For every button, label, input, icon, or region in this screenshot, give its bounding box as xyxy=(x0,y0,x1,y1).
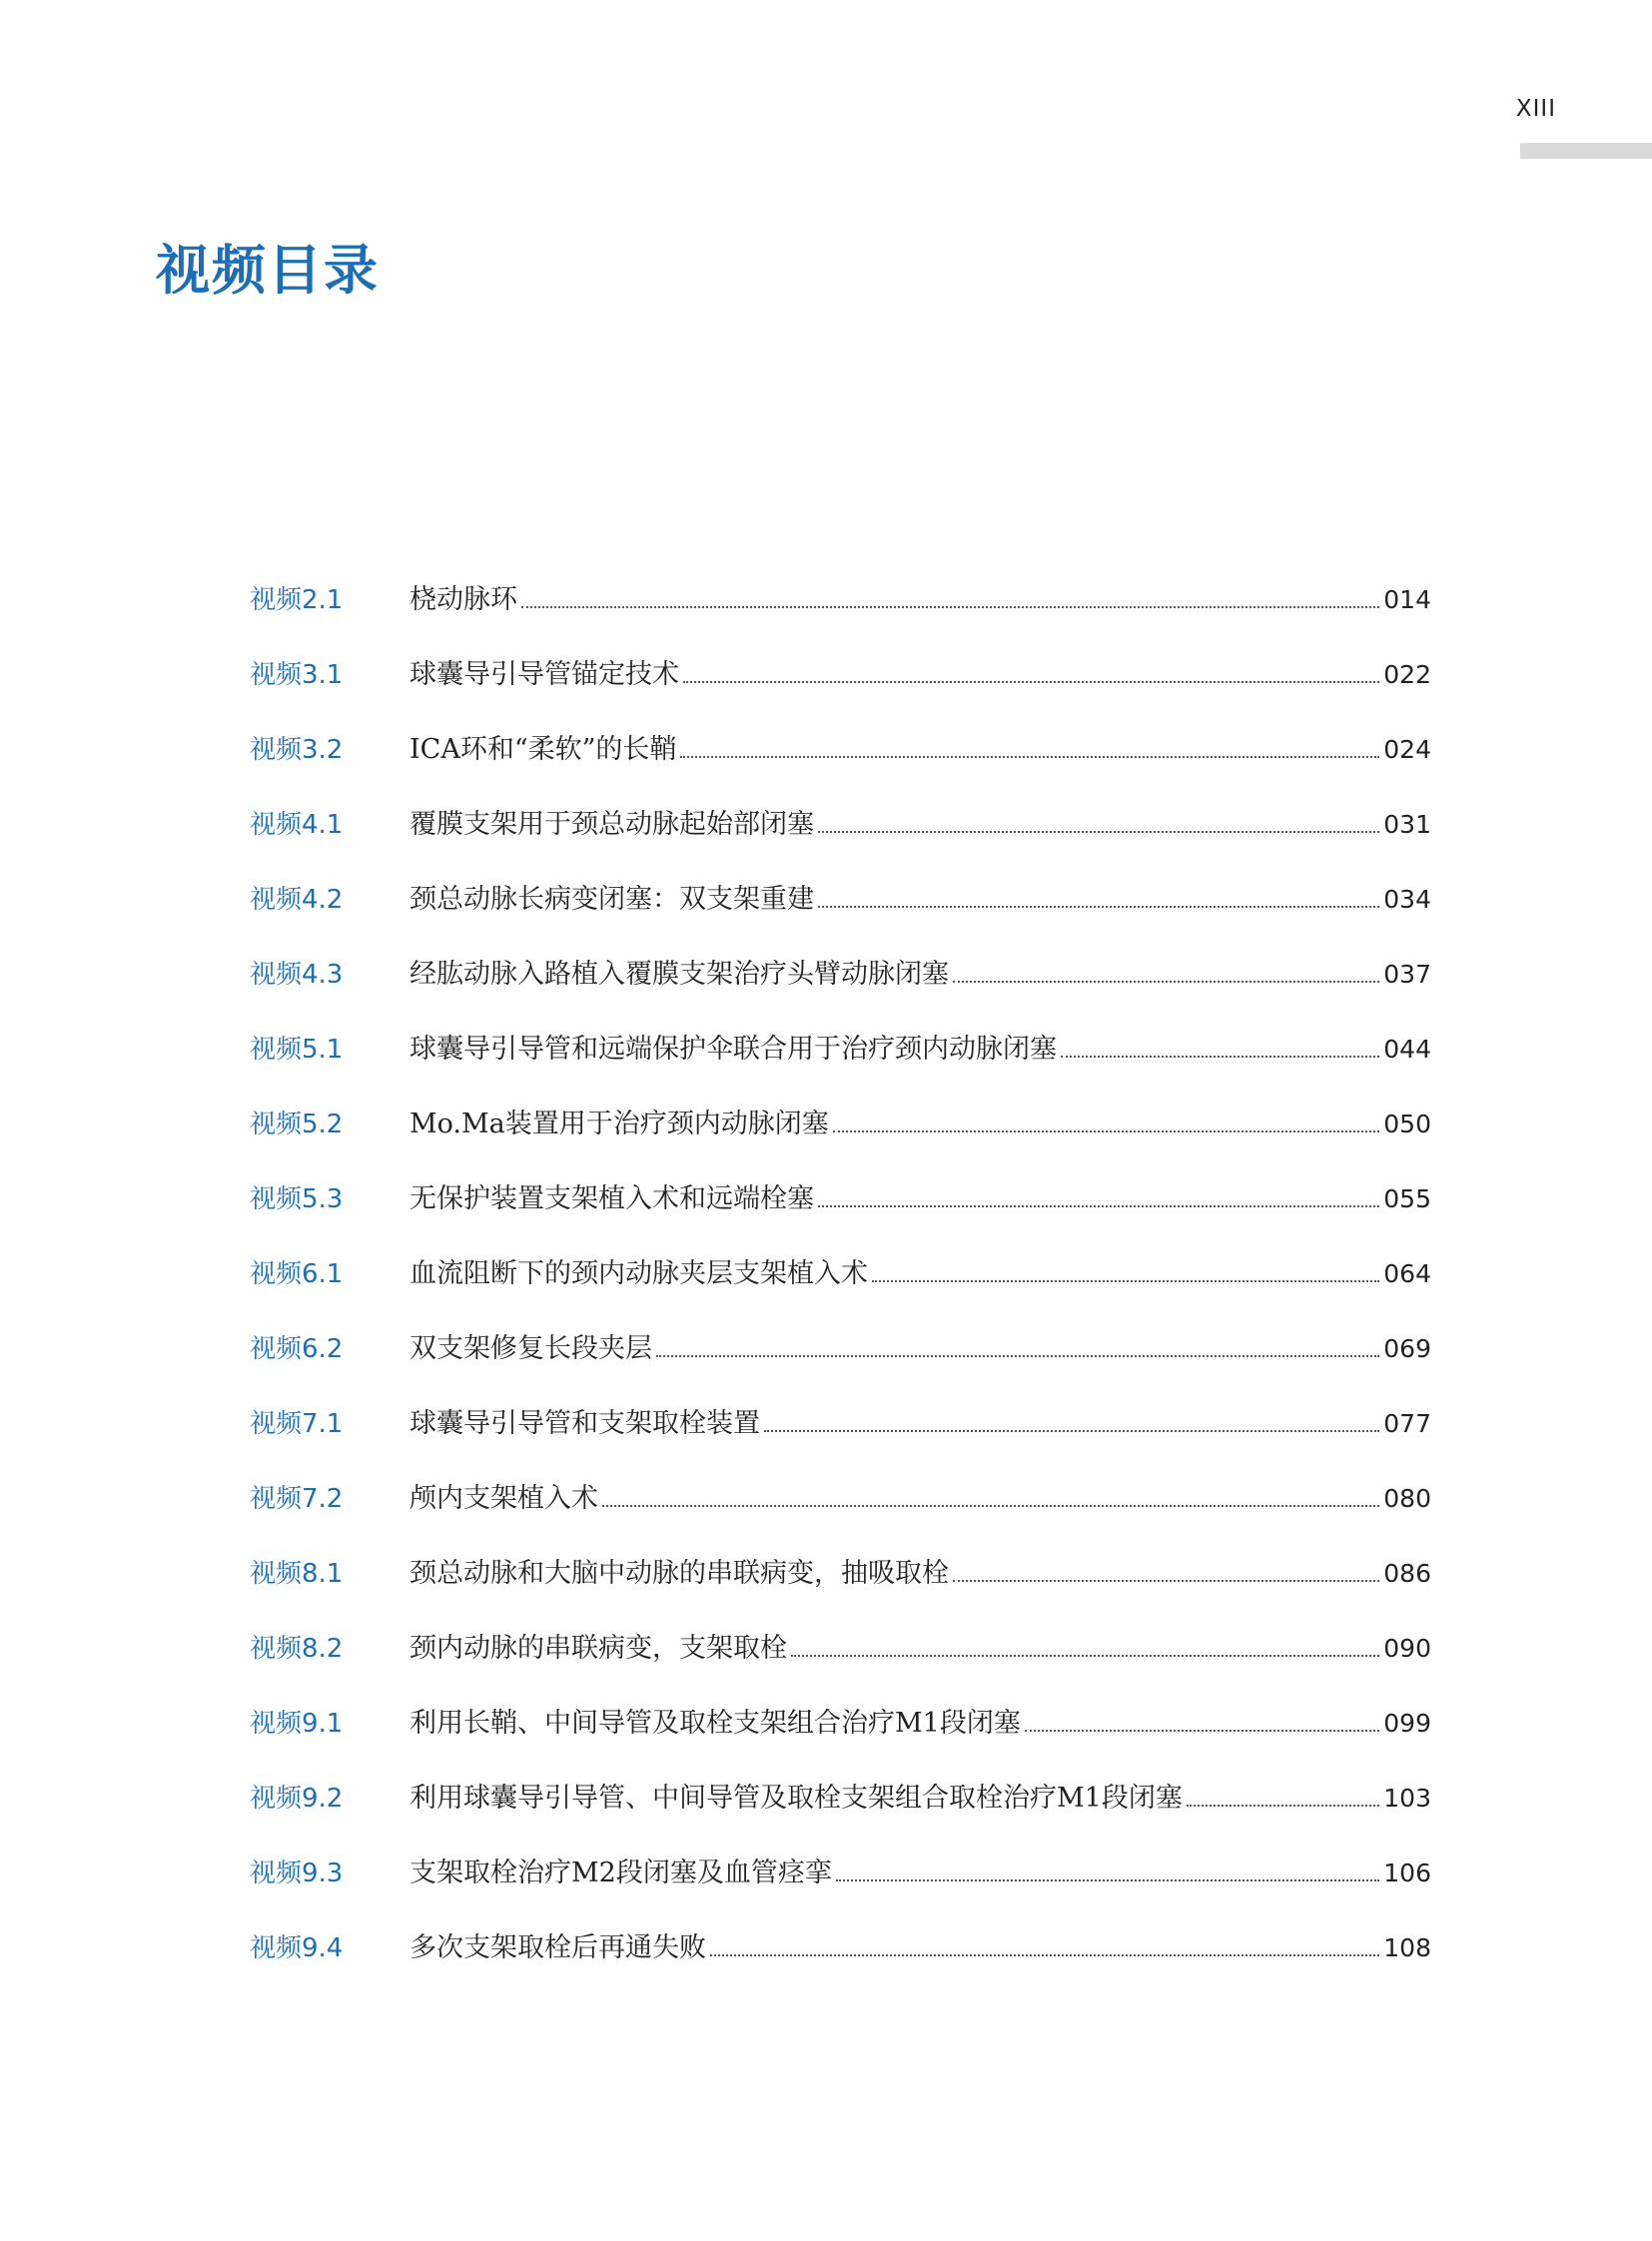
toc-entry-label: 视频8.2 xyxy=(250,1634,344,1664)
toc-entry-title: 无保护装置支架植入术和远端栓塞 xyxy=(410,1183,814,1214)
toc-entry[interactable] xyxy=(250,1176,1431,1251)
toc-entry-label: 视频8.1 xyxy=(250,1559,344,1589)
toc-entry-label: 视频4.2 xyxy=(250,885,344,915)
toc-entry-title: 多次支架取栓后再通失败 xyxy=(410,1932,706,1963)
page-title: 视频目录 xyxy=(156,239,380,302)
toc-entry-page: 014 xyxy=(1383,585,1431,614)
toc-entry-label: 视频5.2 xyxy=(250,1110,344,1139)
toc-entry-page: 106 xyxy=(1383,1859,1431,1887)
toc-dot-leader xyxy=(683,681,1379,683)
page-number: XIII xyxy=(1515,96,1556,122)
toc-dot-leader xyxy=(791,1655,1379,1657)
toc-entry-page: 080 xyxy=(1383,1484,1431,1513)
toc-entry-page: 108 xyxy=(1383,1933,1431,1962)
toc-entry-page: 086 xyxy=(1383,1559,1431,1588)
toc-entry[interactable] xyxy=(250,1401,1431,1476)
toc-entry-label: 视频6.1 xyxy=(250,1259,344,1289)
toc-entry[interactable] xyxy=(250,1251,1431,1326)
toc-entry[interactable] xyxy=(250,727,1431,802)
toc-entry-title: 血流阻断下的颈内动脉夹层支架植入术 xyxy=(410,1258,868,1289)
toc-entry-page: 044 xyxy=(1383,1035,1431,1064)
toc-entry[interactable] xyxy=(250,877,1431,952)
toc-entry[interactable] xyxy=(250,802,1431,877)
toc-entry-label: 视频7.2 xyxy=(250,1484,344,1514)
page-tab-marker xyxy=(1520,143,1652,159)
toc-dot-leader xyxy=(1025,1730,1379,1732)
toc-entry-page: 069 xyxy=(1383,1334,1431,1363)
toc-dot-leader xyxy=(680,756,1379,758)
toc-dot-leader xyxy=(833,1130,1380,1132)
toc-dot-leader xyxy=(953,981,1379,983)
toc-entry-page: 064 xyxy=(1383,1259,1431,1288)
toc-entry-page: 103 xyxy=(1383,1784,1431,1813)
toc-entry-title: 颅内支架植入术 xyxy=(410,1483,598,1514)
toc-entry-page: 077 xyxy=(1383,1409,1431,1438)
toc-entry-label: 视频5.3 xyxy=(250,1184,344,1214)
toc-entry[interactable] xyxy=(250,1626,1431,1701)
toc-dot-leader xyxy=(764,1430,1379,1432)
toc-entry-label: 视频4.1 xyxy=(250,810,344,840)
toc-dot-leader xyxy=(656,1355,1379,1357)
toc-entry-page: 022 xyxy=(1383,660,1431,689)
toc-entry-label: 视频6.2 xyxy=(250,1334,344,1364)
toc-entry-title: 利用长鞘、中间导管及取栓支架组合治疗M1段闭塞 xyxy=(410,1708,1021,1739)
toc-entry[interactable] xyxy=(250,652,1431,727)
toc-entry[interactable] xyxy=(250,1326,1431,1401)
toc-entry-title: 球囊导引导管锚定技术 xyxy=(410,659,679,690)
toc-entry-label: 视频9.2 xyxy=(250,1784,344,1814)
toc-dot-leader xyxy=(818,906,1379,908)
toc-entry-page: 024 xyxy=(1383,735,1431,764)
toc-dot-leader xyxy=(710,1954,1379,1956)
toc-entry-title: 双支架修复长段夹层 xyxy=(410,1333,652,1364)
video-toc-list xyxy=(250,577,1431,2000)
toc-entry-label: 视频7.1 xyxy=(250,1409,344,1439)
toc-entry-title: 颈总动脉长病变闭塞：双支架重建 xyxy=(410,884,814,915)
toc-entry-label: 视频9.1 xyxy=(250,1709,344,1739)
toc-entry-page: 099 xyxy=(1383,1709,1431,1738)
toc-dot-leader xyxy=(953,1580,1379,1582)
toc-entry-label: 视频3.2 xyxy=(250,735,344,765)
toc-entry-title: 经肱动脉入路植入覆膜支架治疗头臂动脉闭塞 xyxy=(410,959,949,990)
toc-entry-label: 视频3.1 xyxy=(250,660,344,690)
toc-entry-title: 球囊导引导管和远端保护伞联合用于治疗颈内动脉闭塞 xyxy=(410,1034,1057,1065)
toc-entry-label: 视频5.1 xyxy=(250,1035,344,1065)
toc-entry-page: 037 xyxy=(1383,960,1431,989)
toc-dot-leader xyxy=(1061,1056,1379,1058)
toc-dot-leader xyxy=(521,606,1379,608)
toc-entry-title: ICA环和“柔软”的长鞘 xyxy=(410,734,677,765)
toc-entry-page: 090 xyxy=(1383,1634,1431,1663)
toc-entry[interactable] xyxy=(250,1851,1431,1925)
toc-entry-label: 视频9.4 xyxy=(250,1933,344,1963)
toc-entry[interactable] xyxy=(250,1776,1431,1851)
toc-entry-title: Mo.Ma装置用于治疗颈内动脉闭塞 xyxy=(410,1109,829,1139)
toc-entry-title: 颈内动脉的串联病变，支架取栓 xyxy=(410,1633,787,1664)
toc-entry-title: 支架取栓治疗M2段闭塞及血管痉挛 xyxy=(410,1858,832,1888)
toc-entry-title: 覆膜支架用于颈总动脉起始部闭塞 xyxy=(410,809,814,840)
toc-entry[interactable] xyxy=(250,1551,1431,1626)
toc-entry-label: 视频9.3 xyxy=(250,1859,344,1888)
toc-dot-leader xyxy=(1187,1805,1379,1807)
toc-entry[interactable] xyxy=(250,952,1431,1027)
toc-entry[interactable] xyxy=(250,1027,1431,1102)
toc-entry[interactable] xyxy=(250,1925,1431,2000)
toc-entry-page: 055 xyxy=(1383,1184,1431,1213)
toc-entry-page: 050 xyxy=(1383,1110,1431,1138)
toc-dot-leader xyxy=(818,1205,1379,1207)
toc-entry-page: 034 xyxy=(1383,885,1431,914)
toc-dot-leader xyxy=(602,1505,1379,1507)
toc-entry[interactable] xyxy=(250,1476,1431,1551)
toc-entry-page: 031 xyxy=(1383,810,1431,839)
toc-entry[interactable] xyxy=(250,1701,1431,1776)
toc-entry-title: 利用球囊导引导管、中间导管及取栓支架组合取栓治疗M1段闭塞 xyxy=(410,1783,1183,1814)
toc-entry-label: 视频2.1 xyxy=(250,585,344,615)
toc-dot-leader xyxy=(818,831,1379,833)
toc-dot-leader xyxy=(836,1879,1379,1881)
toc-entry[interactable] xyxy=(250,577,1431,652)
toc-dot-leader xyxy=(872,1280,1379,1282)
toc-entry-title: 球囊导引导管和支架取栓装置 xyxy=(410,1408,760,1439)
toc-entry-title: 颈总动脉和大脑中动脉的串联病变，抽吸取栓 xyxy=(410,1558,949,1589)
toc-entry-title: 桡动脉环 xyxy=(410,584,517,615)
toc-entry[interactable] xyxy=(250,1102,1431,1176)
toc-entry-label: 视频4.3 xyxy=(250,960,344,990)
